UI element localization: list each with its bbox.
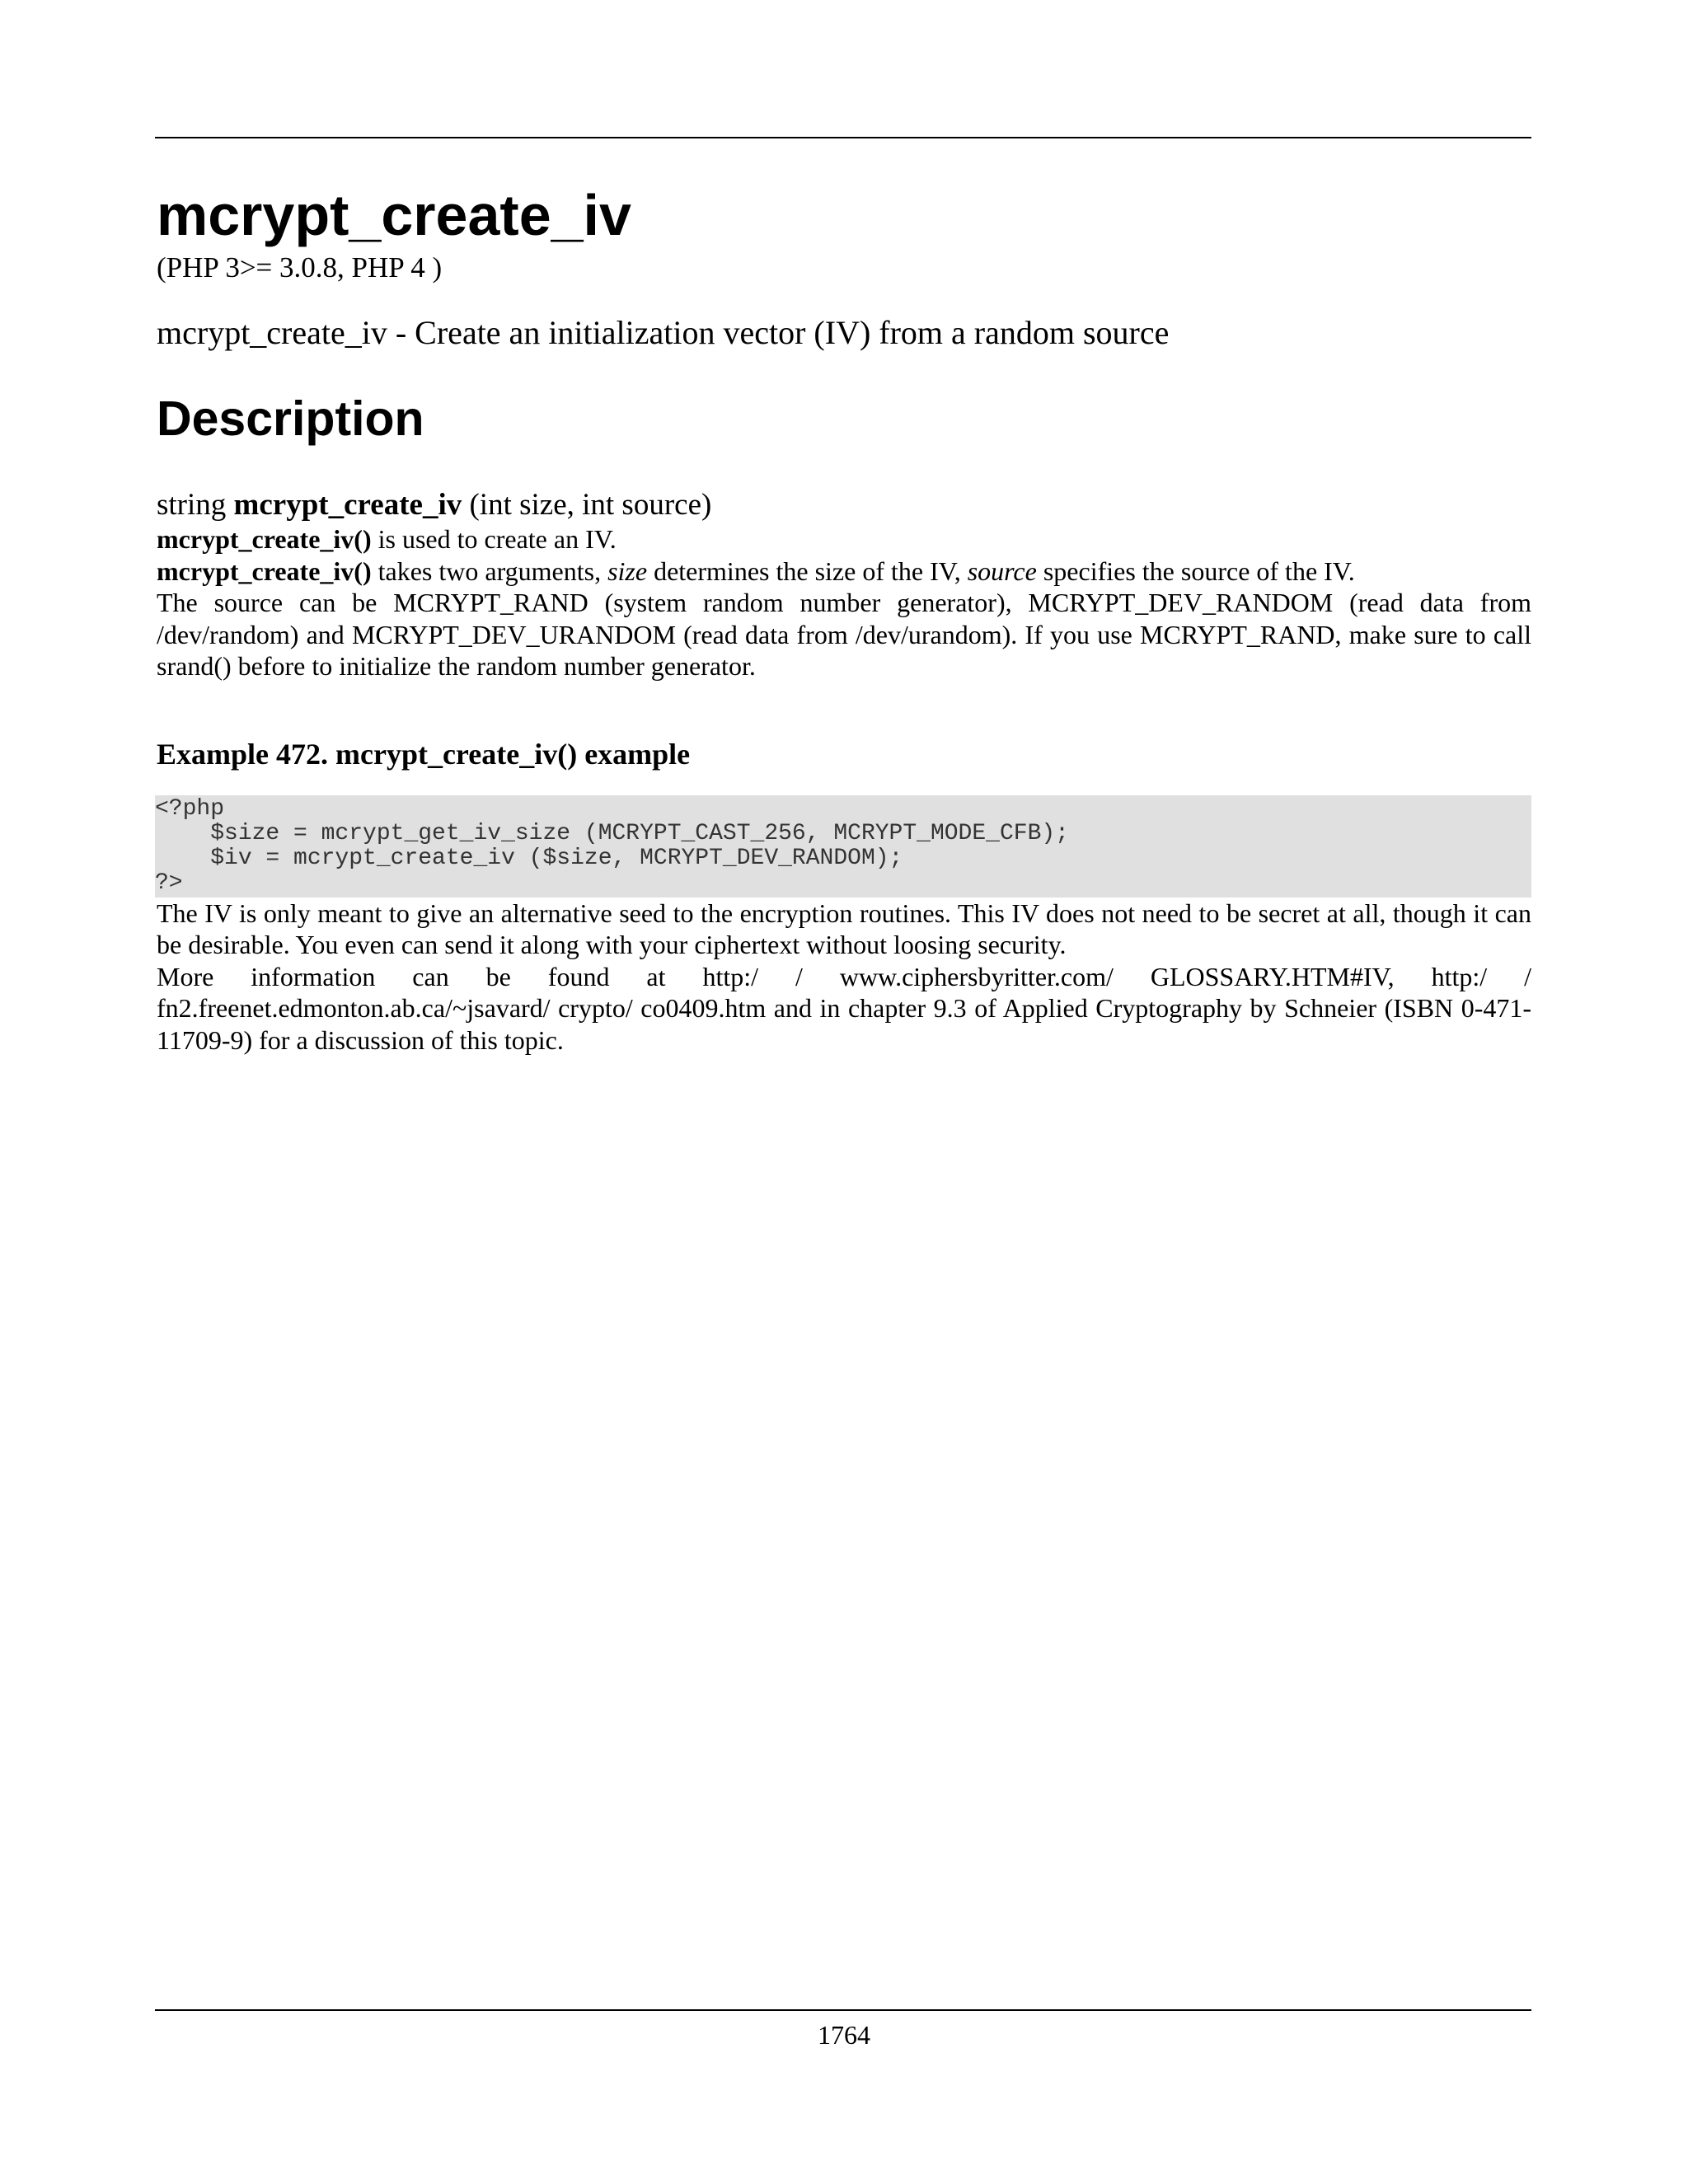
- description-heading: Description: [157, 391, 424, 446]
- code-line: $iv = mcrypt_create_iv ($size, MCRYPT_DEV_RANDOM);: [155, 845, 903, 871]
- param-size: size: [607, 555, 648, 586]
- version-info: (PHP 3>= 3.0.8, PHP 4 ): [157, 251, 443, 284]
- paragraph-iv-purpose: The IV is only meant to give an alternative seed to the encryption routines. This IV does not need to be secret at all, though it can be desirable. You even can send it along with your ciphertext without loosing security.: [157, 898, 1531, 960]
- code-line: <?php: [155, 795, 225, 822]
- code-line: ?>: [155, 869, 183, 896]
- code-line: $size = mcrypt_get_iv_size (MCRYPT_CAST_256, MCRYPT_MODE_CFB);: [155, 820, 1069, 846]
- param-source: source: [967, 555, 1037, 586]
- page-number: 1764: [818, 2020, 870, 2050]
- paragraph-arguments: [157, 555, 1531, 588]
- synopsis-params: (int size, int source): [469, 487, 712, 522]
- page-title: mcrypt_create_iv: [157, 183, 631, 247]
- example-title: Example 472. mcrypt_create_iv() example: [157, 737, 691, 771]
- footer-rule: [155, 2009, 1531, 2011]
- paragraph-sources: The source can be MCRYPT_RAND (system random number generator), MCRYPT_DEV_RANDOM (read data from /dev/random) and MCRYPT_DEV_URANDOM (read data from /dev/urandom). If you use MCRYPT_RAND, make sure to call srand() before to initialize the random number generator.: [157, 588, 1531, 682]
- synopsis-return-type: string: [157, 487, 227, 522]
- paragraph-text: takes two arguments,: [371, 555, 608, 586]
- paragraph-usage: [157, 523, 1531, 555]
- function-ref: mcrypt_create_iv(): [157, 555, 372, 586]
- paragraph-text: specifies the source of the IV.: [1036, 555, 1355, 586]
- paragraph-more-info: More information can be found at http:/ / www.ciphersbyritter.com/ GLOSSARY.HTM#IV, http:/ / fn2.freenet.edmonton.ab.ca/~jsavard/ crypto/ co0409.htm and in chapter 9.3 of Applied Cryptography by Schneier (ISBN 0-471-11709-9) for a discussion of this topic.: [157, 961, 1531, 1055]
- function-purpose: mcrypt_create_iv - Create an initialization vector (IV) from a random source: [157, 314, 1170, 351]
- function-synopsis: [157, 487, 1531, 523]
- function-ref: mcrypt_create_iv(): [157, 524, 372, 555]
- header-rule: [155, 137, 1531, 138]
- code-block: [155, 795, 1531, 898]
- synopsis-function-name: mcrypt_create_iv: [233, 487, 462, 522]
- main-content: [155, 183, 1531, 1056]
- paragraph-text: determines the size of the IV,: [647, 555, 968, 586]
- paragraph-text: is used to create an IV.: [371, 524, 617, 555]
